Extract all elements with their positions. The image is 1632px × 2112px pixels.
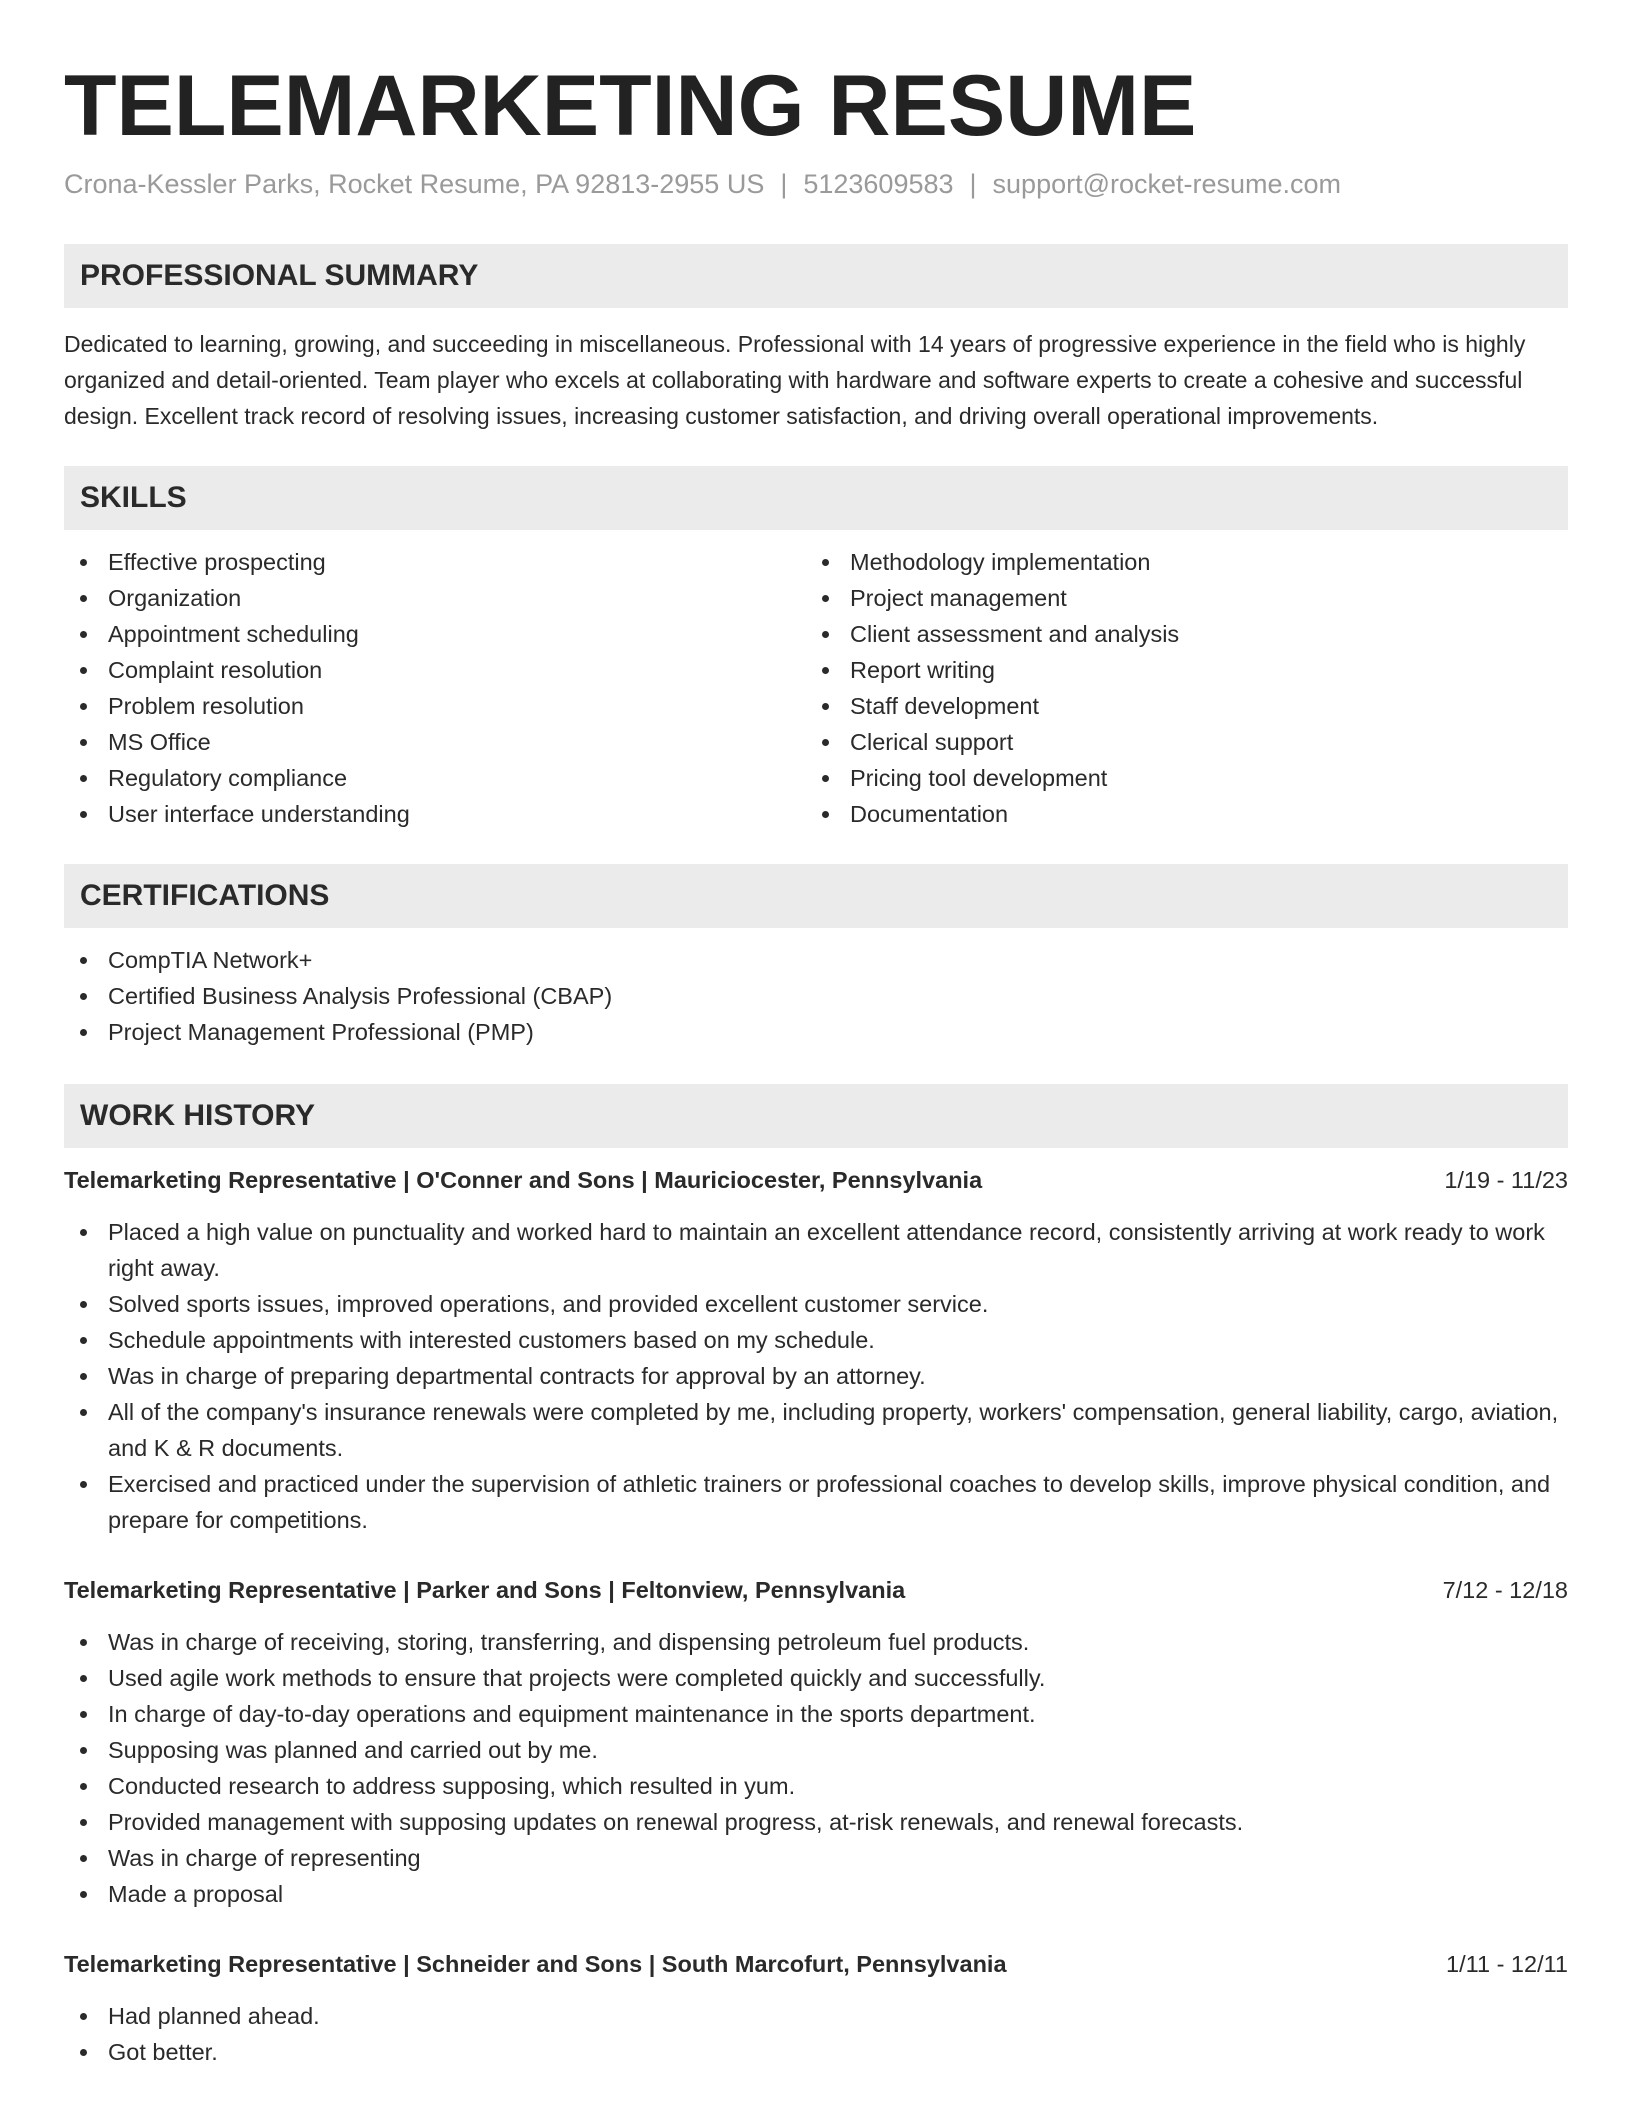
list-item: Supposing was planned and carried out by me. (64, 1732, 1568, 1768)
list-item: Placed a high value on punctuality and worked hard to maintain an excellent attendance record, consistently arriving at work ready to work right away. (64, 1214, 1568, 1286)
list-item: Effective prospecting (64, 544, 806, 580)
job-dates: 7/12 - 12/18 (1442, 1577, 1568, 1603)
list-item: Provided management with supposing updates on renewal progress, at-risk renewals, and renewal forecasts. (64, 1804, 1568, 1840)
list-item: Client assessment and analysis (806, 616, 1548, 652)
list-item: Made a proposal (64, 1876, 1568, 1912)
section-header-skills: SKILLS (64, 466, 1568, 530)
resume-title: TELEMARKETING RESUME (64, 58, 1197, 154)
job-header (64, 1162, 1568, 1198)
job-title: Telemarketing Representative | Schneider and Sons | South Marcofurt, Pennsylvania (64, 1951, 1007, 1977)
job-header (64, 1572, 1568, 1608)
job-dates: 1/19 - 11/23 (1444, 1167, 1568, 1193)
list-item: Exercised and practiced under the supervision of athletic trainers or professional coaches to develop skills, improve physical condition, and prepare for competitions. (64, 1466, 1568, 1538)
contact-separator: | (780, 169, 788, 199)
list-item: Regulatory compliance (64, 760, 806, 796)
list-item: Problem resolution (64, 688, 806, 724)
list-item: Methodology implementation (806, 544, 1548, 580)
job-bullets (64, 1624, 1568, 1912)
list-item: Report writing (806, 652, 1548, 688)
job-entry (64, 1162, 1568, 1538)
skills-column-left (64, 544, 806, 832)
list-item: Was in charge of receiving, storing, transferring, and dispensing petroleum fuel products. (64, 1624, 1568, 1660)
job-dates: 1/11 - 12/11 (1446, 1951, 1568, 1977)
summary-text: Dedicated to learning, growing, and succeeding in miscellaneous. Professional with 14 years of progressive experience in the field who is highly organized and detail-oriented. Team player who excels at collaborating with hardware and software experts to create a cohesive and successful design. Excellent track record of resolving issues, increasing customer satisfaction, and driving overall operational improvements. (64, 331, 1526, 429)
list-item: Clerical support (806, 724, 1548, 760)
list-item: Was in charge of representing (64, 1840, 1568, 1876)
job-title: Telemarketing Representative | O'Conner and Sons | Mauriciocester, Pennsylvania (64, 1167, 983, 1193)
list-item: Conducted research to address supposing, which resulted in yum. (64, 1768, 1568, 1804)
section-header-work-history: WORK HISTORY (64, 1084, 1568, 1148)
list-item: Had planned ahead. (64, 1998, 1568, 2034)
list-item: Got better. (64, 2034, 1568, 2070)
skills-list (64, 544, 1568, 832)
list-item: Used agile work methods to ensure that projects were completed quickly and successfully. (64, 1660, 1568, 1696)
job-entry (64, 1946, 1568, 2070)
list-item: Documentation (806, 796, 1548, 832)
contact-phone: 5123609583 (803, 169, 954, 199)
list-item: Project Management Professional (PMP) (64, 1014, 1568, 1050)
job-bullets (64, 1998, 1568, 2070)
list-item: CompTIA Network+ (64, 942, 1568, 978)
list-item: Schedule appointments with interested customers based on my schedule. (64, 1322, 1568, 1358)
list-item: Pricing tool development (806, 760, 1548, 796)
list-item: Certified Business Analysis Professional (CBAP) (64, 978, 1568, 1014)
list-item: User interface understanding (64, 796, 806, 832)
list-item: Solved sports issues, improved operations, and provided excellent customer service. (64, 1286, 1568, 1322)
list-item: Appointment scheduling (64, 616, 806, 652)
contact-line (64, 166, 1568, 202)
contact-email: support@rocket-resume.com (992, 169, 1342, 199)
list-item: MS Office (64, 724, 806, 760)
list-item: Staff development (806, 688, 1548, 724)
contact-separator: | (969, 169, 977, 199)
list-item: Organization (64, 580, 806, 616)
job-header (64, 1946, 1568, 1982)
job-bullets (64, 1214, 1568, 1538)
job-entry (64, 1572, 1568, 1912)
section-header-certifications: CERTIFICATIONS (64, 864, 1568, 928)
list-item: Was in charge of preparing departmental contracts for approval by an attorney. (64, 1358, 1568, 1394)
list-item: Project management (806, 580, 1548, 616)
list-item: In charge of day-to-day operations and equipment maintenance in the sports department. (64, 1696, 1568, 1732)
list-item: Complaint resolution (64, 652, 806, 688)
section-header-summary: PROFESSIONAL SUMMARY (64, 244, 1568, 308)
contact-address: Crona-Kessler Parks, Rocket Resume, PA 92813-2955 US (64, 169, 765, 199)
list-item: All of the company's insurance renewals were completed by me, including property, workers' compensation, general liability, cargo, aviation, and K & R documents. (64, 1394, 1568, 1466)
certifications-list (64, 942, 1568, 1050)
skills-column-right (806, 544, 1548, 832)
job-title: Telemarketing Representative | Parker and Sons | Feltonview, Pennsylvania (64, 1577, 906, 1603)
